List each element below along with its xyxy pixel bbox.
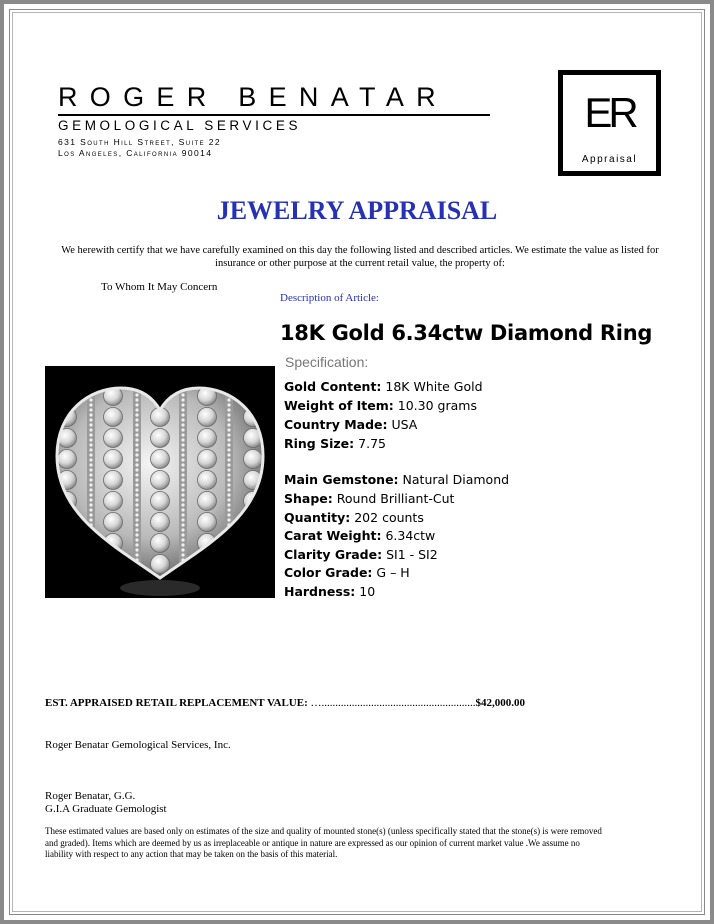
company-name: Roger Benatar Gemological Services, Inc. bbox=[45, 739, 231, 751]
micro-diamond bbox=[181, 403, 184, 406]
micro-diamond bbox=[135, 528, 138, 531]
brand-subtitle: GEMOLOGICAL SERVICES bbox=[58, 118, 302, 133]
diamond-stone bbox=[198, 429, 217, 448]
micro-diamond bbox=[89, 423, 92, 426]
micro-diamond bbox=[181, 578, 184, 581]
micro-diamond bbox=[181, 548, 184, 551]
micro-diamond bbox=[135, 443, 138, 446]
diamond-stone bbox=[198, 492, 217, 511]
spec-color bbox=[284, 565, 410, 580]
diamond-stone bbox=[244, 450, 263, 469]
micro-diamond bbox=[89, 398, 92, 401]
micro-diamond bbox=[89, 488, 92, 491]
micro-diamond bbox=[135, 568, 138, 571]
spec-value: Natural Diamond bbox=[402, 472, 510, 487]
micro-diamond bbox=[181, 498, 184, 501]
micro-diamond bbox=[227, 443, 230, 446]
diamond-stone bbox=[244, 513, 263, 532]
micro-diamond bbox=[181, 513, 184, 516]
diamond-stone bbox=[151, 450, 170, 469]
micro-diamond bbox=[181, 448, 184, 451]
micro-diamond bbox=[181, 398, 184, 401]
micro-diamond bbox=[227, 548, 230, 551]
signer-title: G.I.A Graduate Gemologist bbox=[45, 803, 167, 815]
appraised-value-dots: …........................................................ bbox=[307, 697, 476, 709]
micro-diamond bbox=[135, 428, 138, 431]
diamond-stone bbox=[58, 555, 77, 574]
description-label: Description of Article: bbox=[280, 292, 379, 304]
spec-quantity bbox=[284, 510, 424, 525]
brand-underline bbox=[58, 114, 490, 116]
diamond-stone bbox=[151, 513, 170, 532]
micro-diamond bbox=[181, 418, 184, 421]
micro-diamond bbox=[89, 553, 92, 556]
spec-main-gemstone bbox=[284, 472, 509, 487]
micro-diamond bbox=[227, 458, 230, 461]
diamond-stone bbox=[198, 513, 217, 532]
micro-diamond bbox=[227, 428, 230, 431]
micro-diamond bbox=[89, 478, 92, 481]
spec-label: Carat Weight: bbox=[284, 528, 382, 543]
micro-diamond bbox=[135, 503, 138, 506]
appraised-value-line bbox=[45, 697, 525, 709]
micro-diamond bbox=[89, 433, 92, 436]
micro-diamond bbox=[227, 398, 230, 401]
micro-diamond bbox=[89, 513, 92, 516]
micro-diamond bbox=[227, 578, 230, 581]
spec-value: 10 bbox=[359, 584, 376, 599]
micro-diamond bbox=[135, 553, 138, 556]
diamond-stone bbox=[104, 450, 123, 469]
micro-diamond bbox=[181, 483, 184, 486]
micro-diamond bbox=[181, 553, 184, 556]
micro-diamond bbox=[89, 508, 92, 511]
micro-diamond bbox=[135, 543, 138, 546]
micro-diamond bbox=[181, 478, 184, 481]
micro-diamond bbox=[227, 468, 230, 471]
micro-diamond bbox=[181, 463, 184, 466]
micro-diamond bbox=[135, 473, 138, 476]
diamond-stone bbox=[58, 534, 77, 553]
micro-diamond bbox=[227, 503, 230, 506]
spec-label: Weight of Item: bbox=[284, 398, 394, 413]
micro-diamond bbox=[135, 508, 138, 511]
micro-diamond bbox=[89, 473, 92, 476]
diamond-stone bbox=[104, 492, 123, 511]
micro-diamond bbox=[227, 423, 230, 426]
micro-diamond bbox=[181, 468, 184, 471]
spec-value: G – H bbox=[376, 565, 410, 580]
micro-diamond bbox=[227, 508, 230, 511]
micro-diamond bbox=[89, 573, 92, 576]
logo-mark: ER bbox=[584, 89, 635, 136]
appraised-value-amount: $42,000.00 bbox=[475, 697, 525, 709]
spec-label: Clarity Grade: bbox=[284, 547, 383, 562]
disclaimer: These estimated values are based only on estimates of the size and quality of mounted stone(s) (unless specifically stated that the stone(s) is were removed and graded). Items which are deemed by us as irreplaceable or antique in nature are expressed as our opinion of current market value .We assume no liability with respect to any action that may be taken on the basis of this material. bbox=[45, 826, 602, 859]
micro-diamond bbox=[135, 483, 138, 486]
micro-diamond bbox=[135, 438, 138, 441]
spec-value: SI1 - SI2 bbox=[386, 547, 438, 562]
diamond-stone bbox=[151, 471, 170, 490]
micro-diamond bbox=[227, 518, 230, 521]
spec-carat-weight bbox=[284, 528, 435, 543]
micro-diamond bbox=[227, 533, 230, 536]
diamond-stone bbox=[151, 555, 170, 574]
micro-diamond bbox=[227, 473, 230, 476]
logo-caption: Appraisal bbox=[581, 154, 638, 165]
spec-label: Quantity: bbox=[284, 510, 351, 525]
micro-diamond bbox=[227, 543, 230, 546]
micro-diamond bbox=[181, 473, 184, 476]
micro-diamond bbox=[181, 413, 184, 416]
micro-diamond bbox=[227, 388, 230, 391]
micro-diamond bbox=[89, 438, 92, 441]
micro-diamond bbox=[227, 498, 230, 501]
diamond-stone bbox=[244, 555, 263, 574]
spec-label: Gold Content: bbox=[284, 379, 382, 394]
spec-value: USA bbox=[391, 417, 418, 432]
micro-diamond bbox=[89, 493, 92, 496]
diamond-stone bbox=[151, 429, 170, 448]
micro-diamond bbox=[135, 408, 138, 411]
certification-text: We herewith certify that we have carefully examined on this day the following listed and described articles. We estimate the value as listed for insurance or other purpose at the current retail value, the property of: bbox=[61, 245, 659, 269]
micro-diamond bbox=[89, 483, 92, 486]
micro-diamond bbox=[89, 408, 92, 411]
micro-diamond bbox=[181, 543, 184, 546]
diamond-stone bbox=[58, 513, 77, 532]
micro-diamond bbox=[89, 428, 92, 431]
micro-diamond bbox=[227, 493, 230, 496]
micro-diamond bbox=[227, 438, 230, 441]
micro-diamond bbox=[89, 463, 92, 466]
micro-diamond bbox=[89, 568, 92, 571]
diamond-stone bbox=[198, 555, 217, 574]
micro-diamond bbox=[227, 478, 230, 481]
micro-diamond bbox=[227, 553, 230, 556]
micro-diamond bbox=[135, 398, 138, 401]
micro-diamond bbox=[135, 393, 138, 396]
diamond-stone bbox=[244, 534, 263, 553]
spec-label: Country Made: bbox=[284, 417, 388, 432]
signer-name: Roger Benatar, G.G. bbox=[45, 790, 136, 802]
micro-diamond bbox=[181, 538, 184, 541]
diamond-stone bbox=[198, 471, 217, 490]
diamond-stone bbox=[198, 450, 217, 469]
micro-diamond bbox=[135, 478, 138, 481]
specification-label: Specification: bbox=[285, 354, 369, 370]
heart-ring-image bbox=[45, 366, 275, 598]
diamond-stone bbox=[151, 534, 170, 553]
micro-diamond bbox=[135, 433, 138, 436]
spec-value: Round Brilliant-Cut bbox=[336, 491, 455, 506]
spec-label: Color Grade: bbox=[284, 565, 373, 580]
diamond-stone bbox=[198, 408, 217, 427]
micro-diamond bbox=[181, 443, 184, 446]
diamond-stone bbox=[151, 492, 170, 511]
micro-diamond bbox=[89, 563, 92, 566]
address-line-2: Los Angeles, California 90014 bbox=[58, 148, 213, 158]
micro-diamond bbox=[89, 403, 92, 406]
micro-diamond bbox=[135, 578, 138, 581]
micro-diamond bbox=[181, 458, 184, 461]
micro-diamond bbox=[227, 573, 230, 576]
micro-diamond bbox=[89, 458, 92, 461]
spec-label: Hardness: bbox=[284, 584, 356, 599]
micro-diamond bbox=[227, 463, 230, 466]
micro-diamond bbox=[227, 563, 230, 566]
appraised-value-label: EST. APPRAISED RETAIL REPLACEMENT VALUE: bbox=[45, 697, 308, 709]
micro-diamond bbox=[227, 558, 230, 561]
micro-diamond bbox=[89, 503, 92, 506]
spec-label: Shape: bbox=[284, 491, 333, 506]
micro-diamond bbox=[135, 453, 138, 456]
micro-diamond bbox=[89, 518, 92, 521]
micro-diamond bbox=[135, 423, 138, 426]
ring-photo bbox=[45, 366, 275, 598]
micro-diamond bbox=[227, 413, 230, 416]
brand-name: ROGER BENATAR bbox=[58, 82, 448, 112]
micro-diamond bbox=[181, 523, 184, 526]
spec-hardness bbox=[284, 584, 375, 599]
micro-diamond bbox=[89, 498, 92, 501]
micro-diamond bbox=[135, 548, 138, 551]
micro-diamond bbox=[89, 578, 92, 581]
micro-diamond bbox=[135, 518, 138, 521]
micro-diamond bbox=[181, 488, 184, 491]
diamond-stone bbox=[58, 387, 77, 406]
micro-diamond bbox=[227, 448, 230, 451]
micro-diamond bbox=[135, 523, 138, 526]
micro-diamond bbox=[135, 418, 138, 421]
micro-diamond bbox=[89, 548, 92, 551]
micro-diamond bbox=[135, 448, 138, 451]
spec-weight bbox=[284, 398, 477, 413]
micro-diamond bbox=[135, 463, 138, 466]
micro-diamond bbox=[135, 413, 138, 416]
diamond-stone bbox=[104, 471, 123, 490]
micro-diamond bbox=[181, 568, 184, 571]
micro-diamond bbox=[89, 543, 92, 546]
micro-diamond bbox=[181, 453, 184, 456]
spec-label: Ring Size: bbox=[284, 436, 355, 451]
diamond-stone bbox=[104, 555, 123, 574]
spec-gold-content bbox=[284, 379, 483, 394]
micro-diamond bbox=[135, 498, 138, 501]
micro-diamond bbox=[181, 408, 184, 411]
diamond-stone bbox=[104, 429, 123, 448]
micro-diamond bbox=[135, 533, 138, 536]
micro-diamond bbox=[89, 413, 92, 416]
micro-diamond bbox=[181, 508, 184, 511]
micro-diamond bbox=[181, 528, 184, 531]
micro-diamond bbox=[89, 388, 92, 391]
diamond-stone bbox=[104, 408, 123, 427]
diamond-stone bbox=[104, 513, 123, 532]
micro-diamond bbox=[181, 438, 184, 441]
micro-diamond bbox=[135, 573, 138, 576]
micro-diamond bbox=[181, 533, 184, 536]
spec-value: 202 counts bbox=[354, 510, 424, 525]
spec-shape bbox=[284, 491, 454, 506]
micro-diamond bbox=[135, 538, 138, 541]
micro-diamond bbox=[89, 453, 92, 456]
diamond-stone bbox=[244, 387, 263, 406]
micro-diamond bbox=[181, 393, 184, 396]
micro-diamond bbox=[181, 423, 184, 426]
micro-diamond bbox=[181, 428, 184, 431]
micro-diamond bbox=[227, 488, 230, 491]
document-title: JEWELRY APPRAISAL bbox=[216, 196, 498, 225]
micro-diamond bbox=[135, 458, 138, 461]
spec-value: 10.30 grams bbox=[397, 398, 477, 413]
appraisal-logo bbox=[558, 70, 661, 176]
micro-diamond bbox=[135, 493, 138, 496]
address-line-1: 631 South Hill Street, Suite 22 bbox=[58, 137, 222, 147]
micro-diamond bbox=[89, 538, 92, 541]
item-title: 18K Gold 6.34ctw Diamond Ring bbox=[280, 321, 653, 345]
micro-diamond bbox=[89, 558, 92, 561]
spec-label: Main Gemstone: bbox=[284, 472, 399, 487]
micro-diamond bbox=[181, 503, 184, 506]
micro-diamond bbox=[227, 433, 230, 436]
micro-diamond bbox=[135, 488, 138, 491]
micro-diamond bbox=[227, 568, 230, 571]
micro-diamond bbox=[181, 518, 184, 521]
micro-diamond bbox=[89, 448, 92, 451]
spec-value: 18K White Gold bbox=[385, 379, 483, 394]
spec-value: 7.75 bbox=[358, 436, 386, 451]
micro-diamond bbox=[227, 408, 230, 411]
micro-diamond bbox=[181, 433, 184, 436]
micro-diamond bbox=[227, 538, 230, 541]
micro-diamond bbox=[135, 513, 138, 516]
micro-diamond bbox=[89, 443, 92, 446]
micro-diamond bbox=[89, 418, 92, 421]
recipient: To Whom It May Concern bbox=[101, 281, 218, 293]
micro-diamond bbox=[227, 453, 230, 456]
micro-diamond bbox=[181, 493, 184, 496]
micro-diamond bbox=[227, 418, 230, 421]
spec-clarity bbox=[284, 547, 438, 562]
micro-diamond bbox=[89, 468, 92, 471]
diamond-stone bbox=[58, 450, 77, 469]
micro-diamond bbox=[227, 403, 230, 406]
micro-diamond bbox=[227, 513, 230, 516]
micro-diamond bbox=[89, 533, 92, 536]
spec-country bbox=[284, 417, 417, 432]
micro-diamond bbox=[227, 483, 230, 486]
micro-diamond bbox=[135, 468, 138, 471]
spec-ring-size bbox=[284, 436, 386, 451]
spec-value: 6.34ctw bbox=[385, 528, 436, 543]
micro-diamond bbox=[135, 403, 138, 406]
micro-diamond bbox=[181, 573, 184, 576]
